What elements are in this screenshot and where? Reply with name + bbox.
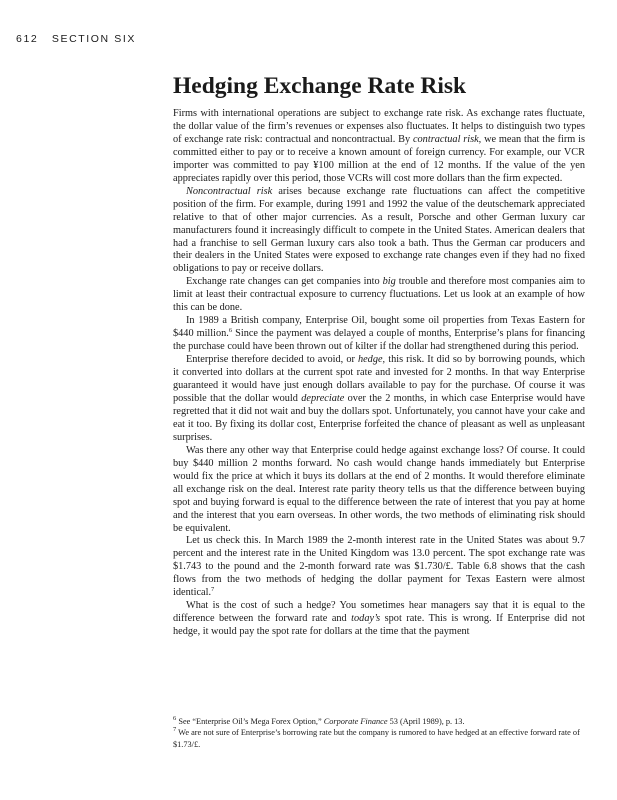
paragraph-text: arises because exchange rate fluctuations can affect the competitive position of the firm. For example, during 1991 and 1992 the value of the deutschemark appreciated relative to that of other major currencies. As a result, Porsche and other German luxury car manufacturers found it increasingly difficult to compete in the United States. American dealers that had a franchise to sell German luxury cars also took a bath. Thus the German car producers and their dealers in the United States were exposed to exchange rate changes even if they had no fixed obligations to pay or receive dollars. <box>173 185 585 275</box>
paragraph-text: Was there any other way that Enterprise could hedge against exchange loss? Of course. It could buy $440 million 2 months forward. No cash would change hands immediately but Enterprise would fix the price at which it buys its dollars at the end of 2 months. It would therefore eliminate all exchange risk on the deal. Interest rate parity theory tells us that the difference between buying spot and buying forward is equal to the difference between the rate of interest that you pay at home and the interest that you earn overseas. In other words, the two methods of eliminating risk should be equivalent. <box>173 444 585 534</box>
footnote-6 <box>173 716 585 727</box>
paragraph-text: spot rate. This is wrong. If Enterprise did not hedge, it would pay the spot rate for dollars at the time that the payment <box>173 613 585 638</box>
paragraph-6 <box>173 445 585 536</box>
footnote-text: See “Enterprise Oil’s Mega Forex Option,” <box>176 717 324 726</box>
paragraph-text: Since the payment was delayed a couple of months, Enterprise’s plans for financing the purchase could have been thrown out of kilter if the dollar had strengthened during this period. <box>173 328 585 353</box>
paragraph-7 <box>173 535 585 600</box>
paragraph-text: In 1989 a British company, Enterprise Oil, bought some oil properties from Texas Eastern for $440 million. <box>173 315 585 340</box>
page-number: 612 <box>16 33 39 45</box>
paragraph-text: over the 2 months, in which case Enterprise would have regretted that it did not wait and buy the dollars spot. Unfortunately, you cannot have your cake and eat it too. By fixing its dollar cost, Enterprise forfeited the chance of pleasant as well as unpleasant surprises. <box>173 392 585 443</box>
section-label: SECTION SIX <box>51 33 136 45</box>
footnote-text: We are not sure of Enterprise’s borrowing rate but the company is rumored to have hedged at an effective forward rate of $1.73/£. <box>173 728 580 749</box>
paragraph-5 <box>173 354 585 445</box>
italic-term: Noncontractual risk <box>186 185 273 197</box>
paragraph-text: Enterprise therefore decided to avoid, or <box>186 354 358 366</box>
italic-emphasis: depreciate <box>301 392 345 404</box>
paragraph-2 <box>173 186 585 277</box>
paragraph-text: this risk. It did so by borrowing pounds, which it converted into dollars at the current spot rate and invested for 2 months. In that way Enterprise guaranteed it would have just enough dollars available to pay for the purchase. Of course it was possible that the dollar would <box>173 354 585 404</box>
italic-emphasis: big <box>382 276 396 288</box>
footnote-ref-7[interactable]: 7 <box>211 586 215 594</box>
footnote-7 <box>173 727 585 750</box>
paragraph-text: we mean that the firm is committed either to pay or to receive a known amount of foreign currency. For example, our VCR importer was committed to pay ¥100 million at the end of 12 months. If the value of the yen appreciates rapidly over this period, those VCRs will cost more dollars than the firm expected. <box>173 133 585 184</box>
paragraph-4 <box>173 315 585 354</box>
footnotes <box>173 716 585 750</box>
paragraph-text: Firms with international operations are subject to exchange rate risk. As exchange rates fluctuate, the dollar value of the firm’s revenues or expenses also fluctuates. It helps to distinguish two types of exchange rate risk: contractual and noncontractual. By <box>173 108 585 145</box>
italic-emphasis: today’s <box>351 613 381 625</box>
footnote-journal: Corporate Finance <box>323 717 388 726</box>
body-text <box>173 108 585 639</box>
paragraph-text: trouble and therefore most companies aim to limit at least their contractual exposure to currency fluctuations. Let us look at an example of how this can be done. <box>173 276 585 314</box>
paragraph-1 <box>173 108 585 186</box>
italic-term: contractual risk, <box>412 133 482 145</box>
footnote-number: 7 <box>173 726 177 734</box>
paragraph-text: Exchange rate changes can get companies into <box>186 276 383 288</box>
running-head <box>16 33 136 45</box>
footnote-ref-6[interactable]: 6 <box>228 327 233 335</box>
paragraph-text: What is the cost of such a hedge? You sometimes hear managers say that it is equal to the difference between the forward rate and <box>173 600 585 625</box>
footnote-number: 6 <box>173 715 177 722</box>
paragraph-8 <box>173 600 585 639</box>
italic-term: hedge, <box>357 354 386 366</box>
footnote-text: 53 (April 1989), p. 13. <box>387 717 465 726</box>
section-title: Hedging Exchange Rate Risk <box>173 73 467 99</box>
paragraph-text: Let us check this. In March 1989 the 2-month interest rate in the United States was about 9.7 percent and the interest rate in the United Kingdom was 13.0 percent. The spot exchange rate was $1.743 to the pound and the 2-month forward rate was $1.730/£. Table 6.8 shows that the cash flows from the two methods of hedging the dollar payment for Texas Eastern were almost identical. <box>173 535 585 599</box>
paragraph-3 <box>173 276 585 315</box>
